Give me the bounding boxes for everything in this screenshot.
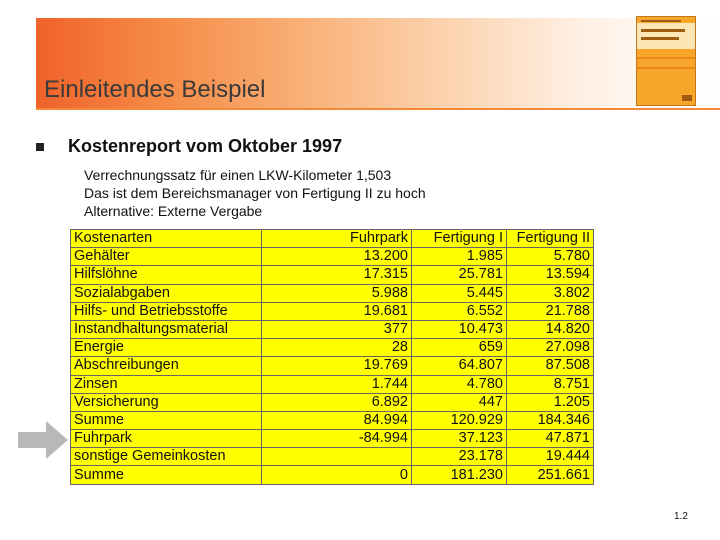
value-cell: 17.315 bbox=[262, 266, 412, 284]
row-label-cell: Gehälter bbox=[71, 248, 262, 266]
value-cell: 120.929 bbox=[412, 411, 507, 429]
value-cell: 0 bbox=[262, 466, 412, 484]
sub-points bbox=[84, 166, 426, 220]
sub-point: Das ist dem Bereichsmanager von Fertigung II zu hoch bbox=[84, 185, 426, 201]
value-cell: 21.788 bbox=[507, 302, 594, 320]
value-cell: 377 bbox=[262, 320, 412, 338]
table-row bbox=[71, 448, 594, 466]
table-row bbox=[71, 320, 594, 338]
value-cell: 3.802 bbox=[507, 284, 594, 302]
value-cell: 10.473 bbox=[412, 320, 507, 338]
value-cell: 19.769 bbox=[262, 357, 412, 375]
row-label-cell: Instandhaltungsmaterial bbox=[71, 320, 262, 338]
value-cell: 6.552 bbox=[412, 302, 507, 320]
value-cell: 19.681 bbox=[262, 302, 412, 320]
value-cell: 251.661 bbox=[507, 466, 594, 484]
row-label-cell: Fuhrpark bbox=[71, 430, 262, 448]
row-label-cell: Energie bbox=[71, 339, 262, 357]
value-cell: 25.781 bbox=[412, 266, 507, 284]
value-cell: 184.346 bbox=[507, 411, 594, 429]
value-cell: 64.807 bbox=[412, 357, 507, 375]
column-header: Fertigung I bbox=[412, 230, 507, 248]
value-cell: 13.594 bbox=[507, 266, 594, 284]
value-cell: 1.744 bbox=[262, 375, 412, 393]
table-row bbox=[71, 375, 594, 393]
table-row bbox=[71, 357, 594, 375]
row-label-cell: sonstige Gemeinkosten bbox=[71, 448, 262, 466]
value-cell: 1.985 bbox=[412, 248, 507, 266]
value-cell: 13.200 bbox=[262, 248, 412, 266]
value-cell: 659 bbox=[412, 339, 507, 357]
column-header: Kostenarten bbox=[71, 230, 262, 248]
value-cell: 37.123 bbox=[412, 430, 507, 448]
value-cell: 47.871 bbox=[507, 430, 594, 448]
row-label-cell: Abschreibungen bbox=[71, 357, 262, 375]
value-cell: 23.178 bbox=[412, 448, 507, 466]
slide-title: Einleitendes Beispiel bbox=[44, 76, 266, 103]
value-cell: 8.751 bbox=[507, 375, 594, 393]
title-divider bbox=[36, 108, 720, 110]
bullet-square-icon bbox=[36, 143, 44, 151]
table-row bbox=[71, 393, 594, 411]
value-cell: 447 bbox=[412, 393, 507, 411]
table-row bbox=[71, 430, 594, 448]
row-label-cell: Hilfslöhne bbox=[71, 266, 262, 284]
value-cell: 28 bbox=[262, 339, 412, 357]
value-cell: 1.205 bbox=[507, 393, 594, 411]
table-header-row bbox=[71, 230, 594, 248]
value-cell: 87.508 bbox=[507, 357, 594, 375]
row-label-cell: Summe bbox=[71, 466, 262, 484]
row-label-cell: Versicherung bbox=[71, 393, 262, 411]
column-header: Fuhrpark bbox=[262, 230, 412, 248]
cost-report-table bbox=[70, 229, 594, 485]
value-cell: 5.988 bbox=[262, 284, 412, 302]
value-cell: 181.230 bbox=[412, 466, 507, 484]
value-cell: 14.820 bbox=[507, 320, 594, 338]
table-row bbox=[71, 466, 594, 484]
value-cell: 27.098 bbox=[507, 339, 594, 357]
book-cover-image bbox=[636, 16, 696, 106]
row-label-cell: Sozialabgaben bbox=[71, 284, 262, 302]
sub-point: Alternative: Externe Vergabe bbox=[84, 203, 263, 219]
right-arrow-icon bbox=[18, 421, 68, 459]
value-cell: 5.445 bbox=[412, 284, 507, 302]
table-row bbox=[71, 266, 594, 284]
sub-point: Verrechnungssatz für einen LKW-Kilometer 1,503 bbox=[84, 167, 392, 183]
row-label-cell: Zinsen bbox=[71, 375, 262, 393]
table-row bbox=[71, 339, 594, 357]
value-cell: 5.780 bbox=[507, 248, 594, 266]
value-cell bbox=[262, 448, 412, 466]
row-label-cell: Summe bbox=[71, 411, 262, 429]
table-row bbox=[71, 411, 594, 429]
table-row bbox=[71, 302, 594, 320]
value-cell: 84.994 bbox=[262, 411, 412, 429]
table-row bbox=[71, 284, 594, 302]
value-cell: -84.994 bbox=[262, 430, 412, 448]
bullet-heading: Kostenreport vom Oktober 1997 bbox=[68, 136, 343, 156]
value-cell: 19.444 bbox=[507, 448, 594, 466]
value-cell: 6.892 bbox=[262, 393, 412, 411]
page-number: 1.2 bbox=[674, 511, 688, 522]
column-header: Fertigung II bbox=[507, 230, 594, 248]
value-cell: 4.780 bbox=[412, 375, 507, 393]
row-label-cell: Hilfs- und Betriebsstoffe bbox=[71, 302, 262, 320]
table-row bbox=[71, 248, 594, 266]
